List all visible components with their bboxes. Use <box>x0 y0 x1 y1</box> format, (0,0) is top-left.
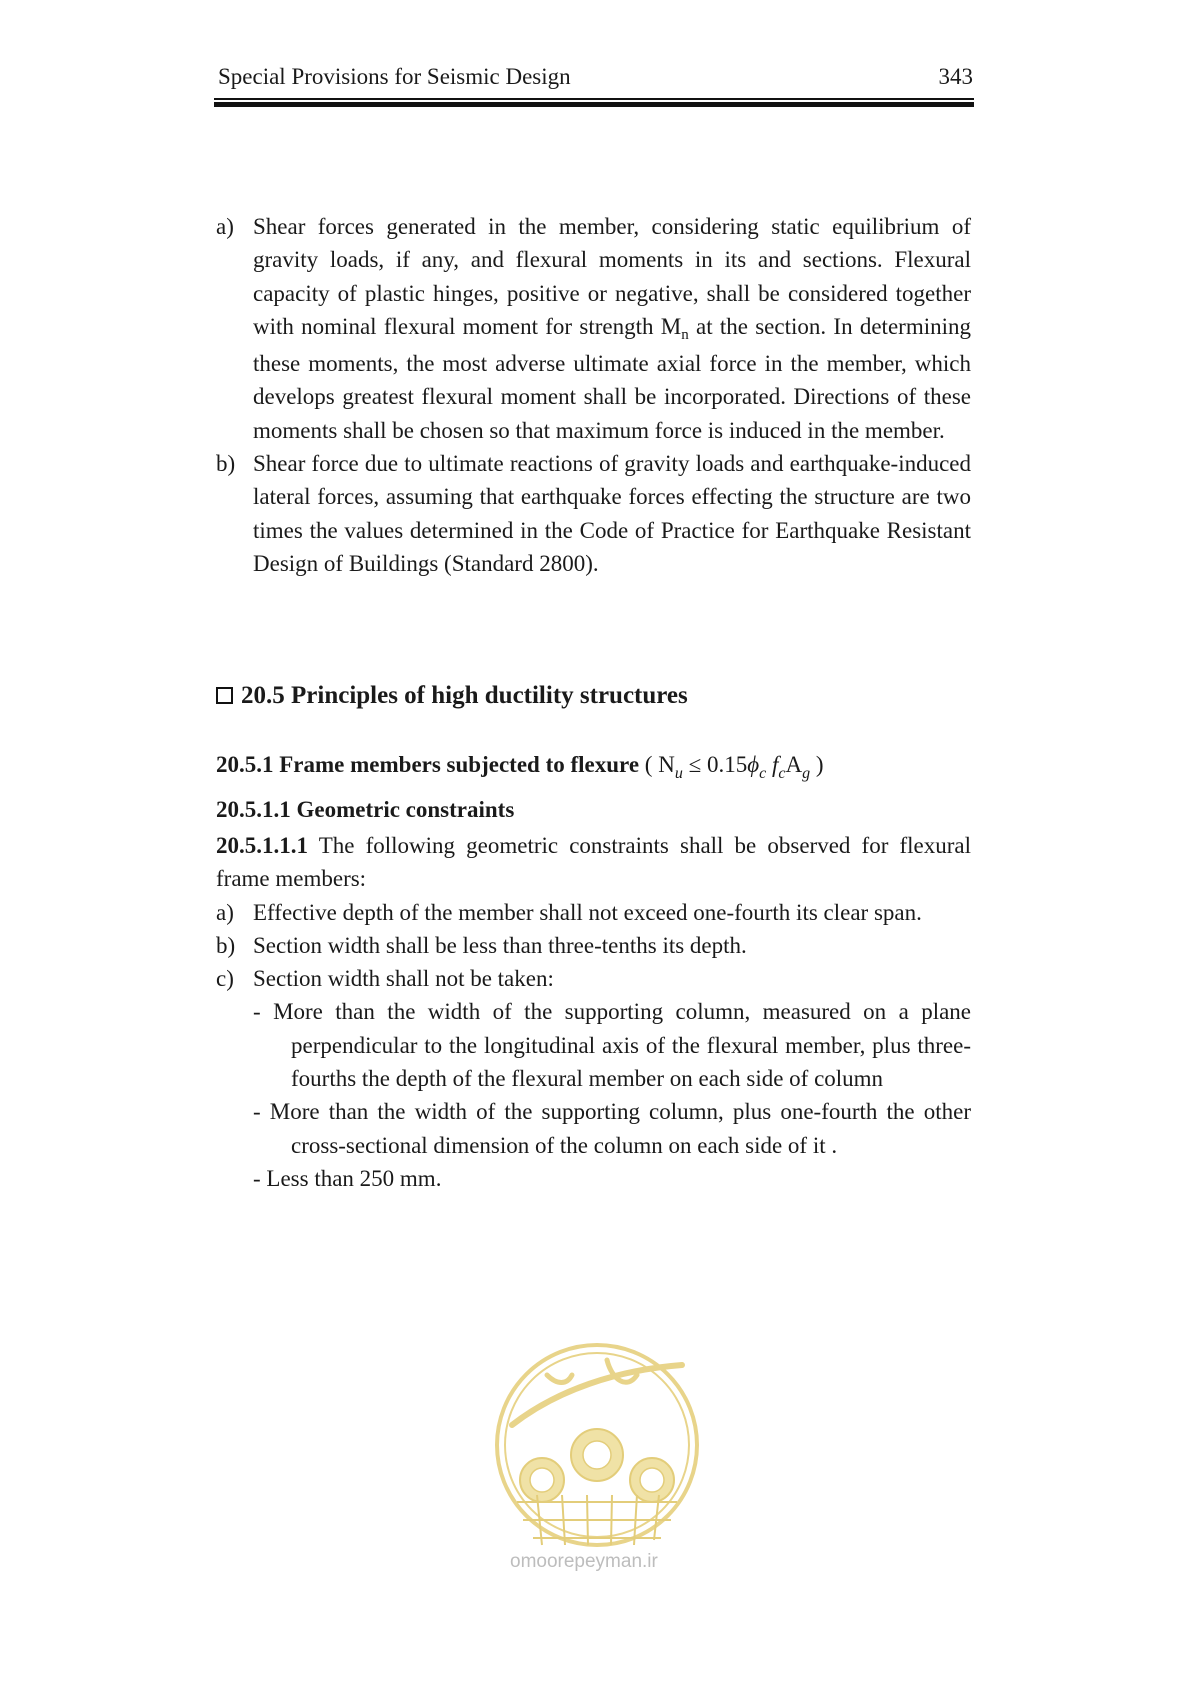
list-item <box>216 447 971 580</box>
intro-list <box>216 210 971 580</box>
clause-number: 20.5.1.1.1 <box>216 833 308 858</box>
list-item <box>216 210 971 447</box>
subsection-title: 20.5.1 Frame members subjected to flexure <box>216 752 640 777</box>
formula-sub: g <box>802 765 811 782</box>
dash-item: - More than the width of the supporting column, plus one-fourth the other cross-sectional dimension of the column on each side of it . <box>253 1099 971 1158</box>
header-rule-thin <box>214 98 974 100</box>
list-marker: a) <box>216 899 234 925</box>
ductility-formula <box>644 752 824 782</box>
list-text: Section width shall not be taken: <box>253 966 554 992</box>
formula-part: ( N <box>644 752 675 777</box>
clause-paragraph <box>216 829 971 896</box>
list-text: Section width shall be less than three-tenths its depth. <box>253 932 747 958</box>
subsection-heading <box>216 752 824 782</box>
dash-item: - More than the width of the supporting column, measured on a plane perpendicular to the longitudinal axis of the flexural member, plus three-fourths the depth of the flexural member on each side of column <box>253 999 971 1092</box>
list-text: at the section. In determining these moments, the most adverse ultimate axial force in the member, which develops greatest flexural moment shall be incorporated. Directions of these moments shall be chosen so that maximum force is induced in the member. <box>253 313 971 443</box>
formula-part: ≤ 0.15 <box>682 752 748 777</box>
dash-list <box>216 995 971 1195</box>
formula-part: ) <box>810 752 824 777</box>
dash-item: - Less than 250 mm. <box>253 1165 442 1191</box>
formula-sub: c <box>778 765 786 782</box>
section-title-text: 20.5 Principles of high ductility structures <box>241 682 688 709</box>
page-number: 343 <box>938 64 973 89</box>
running-header <box>216 64 973 94</box>
formula-sub: u <box>674 765 683 782</box>
checkbox-square-icon <box>216 687 233 704</box>
clause-text: The following geometric constraints shall be observed for flexural frame members: <box>216 833 971 892</box>
constraints-block <box>216 829 971 1195</box>
subsubsection-heading: 20.5.1.1 Geometric constraints <box>216 797 515 822</box>
formula-part: A <box>785 752 803 777</box>
list-marker: c) <box>216 966 234 992</box>
watermark-url: omoorepeyman.ir <box>510 1551 658 1572</box>
formula-f: f <box>766 752 779 777</box>
formula-sub: c <box>759 765 767 782</box>
list-item <box>216 962 971 995</box>
list-marker: b) <box>216 451 236 477</box>
header-title: Special Provisions for Seismic Design <box>218 64 571 89</box>
list-item <box>216 929 971 962</box>
list-marker: b) <box>216 932 236 958</box>
formula-phi: ϕ <box>747 752 760 777</box>
header-rule-thick <box>214 102 974 107</box>
list-item <box>216 896 971 929</box>
section-heading <box>216 682 688 710</box>
list-text: Shear forces generated in the member, considering static equilibrium of gravity loads, if any, and flexural moments in its and sections. Flexural capacity of plastic hinges, positive or negative, shall be considered together with nominal flexural moment for strength M <box>253 214 971 339</box>
list-text: Shear force due to ultimate reactions of gravity loads and earthquake-induced lateral forces, assuming that earthquake forces effecting the structure are two times the values determined in the Code of Practice for Earthquake Resistant Design of Buildings (Standard 2800). <box>253 451 971 576</box>
list-text: Effective depth of the member shall not exceed one-fourth its clear span. <box>253 899 922 925</box>
subscript: n <box>681 326 689 343</box>
list-marker: a) <box>216 214 234 239</box>
